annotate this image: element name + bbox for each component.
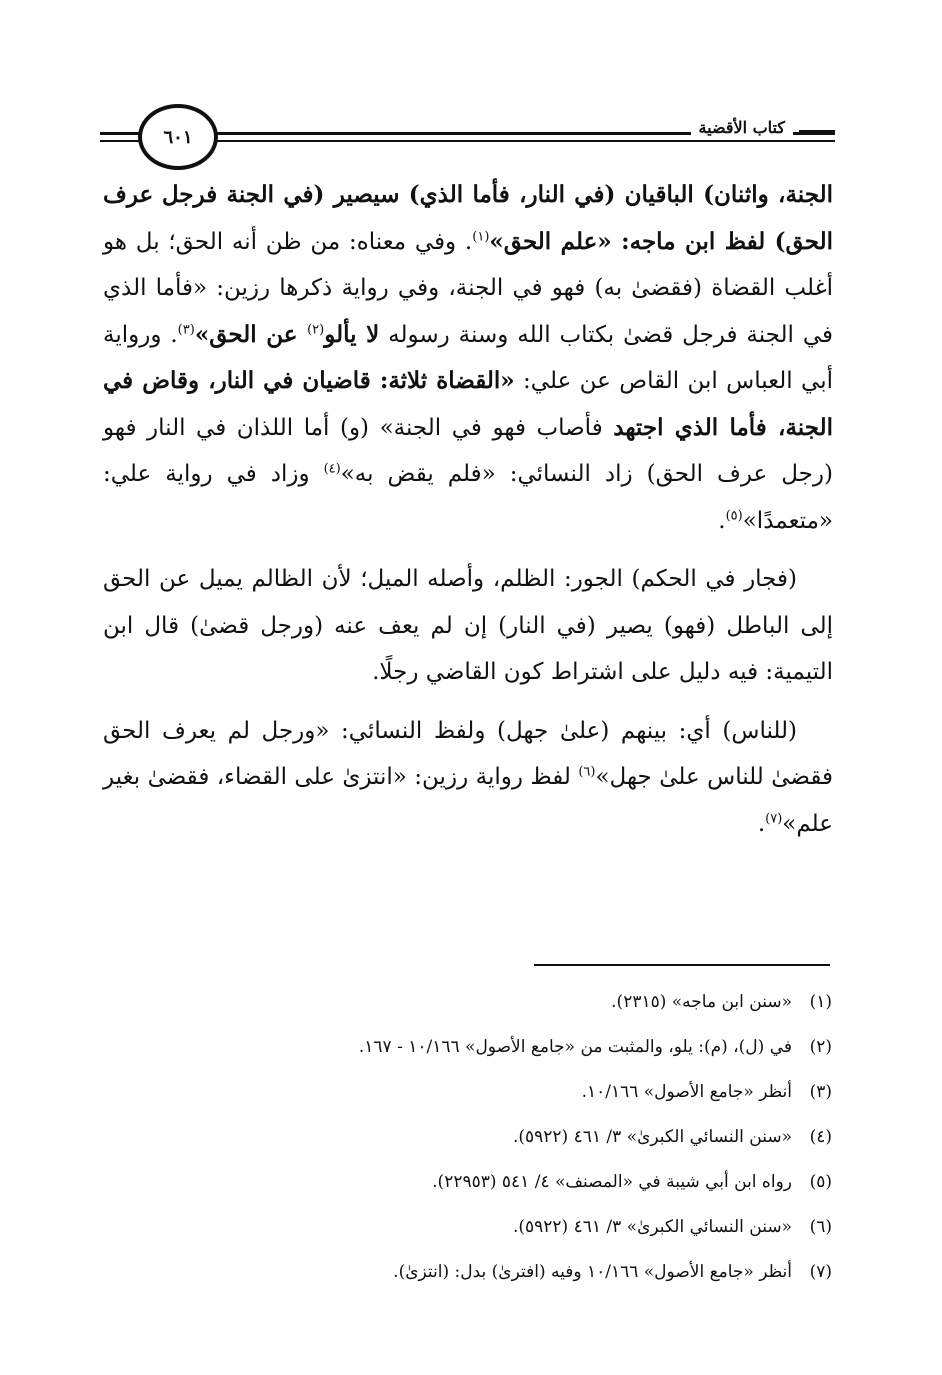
footnote-ref: (٥) bbox=[725, 507, 743, 523]
footnote-text: في (ل)، (م): يلو، والمثبت من «جامع الأصول» ١٠/١٦٦ - ١٦٧. bbox=[358, 1037, 792, 1057]
footnote-number: (٢) bbox=[809, 1037, 832, 1057]
footnote-text: «سنن النسائي الكبرىٰ» ٣/ ٤٦١ (٥٩٢٢). bbox=[512, 1127, 792, 1147]
main-text bbox=[103, 172, 833, 847]
text-span: . bbox=[718, 507, 726, 534]
text-line: الحق؛ بل هو أغلب القضاة (فقضىٰ به) فهو في الجنة، وفي رواية bbox=[103, 228, 834, 301]
footnote-text: «سنن النسائي الكبرىٰ» ٣/ ٤٦١ (٥٩٢٢). bbox=[512, 1217, 792, 1237]
text-span: وزاد في رواية علي: «متعمدًا» bbox=[103, 461, 833, 534]
page-header bbox=[100, 96, 835, 176]
footnote-ref: (٦) bbox=[578, 764, 596, 780]
footnote-ref: (٧) bbox=[765, 810, 783, 826]
footnote-number: (٣) bbox=[809, 1082, 832, 1102]
page-number: ٦٠١ bbox=[138, 104, 218, 170]
footnote bbox=[150, 1205, 832, 1250]
footnote-text: رواه ابن أبي شيبة في «المصنف» ٤/ ٥٤١ (٢٢٩٥٣). bbox=[432, 1172, 792, 1192]
paragraph: (فجار في الحكم) الجور: الظلم، وأصله الميل؛ لأن الظالم يميل عن الحق إلى الباطل (فهو) يصير (في النار) إن لم يعف عنه (ورجل قضىٰ) قال ابن التيمية: فيه دليل على اشتراط كون القاضي رجلًا. bbox=[103, 566, 833, 685]
footnote-text: أنظر «جامع الأصول» ١٠/١٦٦ وفيه (افترىٰ) بدل: (انتزىٰ). bbox=[393, 1262, 792, 1282]
footnote-text: أنظر «جامع الأصول» ١٠/١٦٦. bbox=[581, 1082, 792, 1102]
text-span: لفظ رواية رزين: «انتزىٰ على القضاء، فقضىٰ بغير علم» bbox=[103, 764, 833, 837]
footnote bbox=[150, 1025, 832, 1070]
footnote-ref: (١) bbox=[472, 228, 490, 244]
footnote bbox=[150, 1070, 832, 1115]
paragraph bbox=[103, 172, 833, 544]
paragraph bbox=[103, 708, 833, 848]
footnote-number: (١) bbox=[809, 992, 832, 1012]
bold-span: عن الحق» bbox=[194, 320, 308, 348]
footnote-number: (٤) bbox=[809, 1127, 832, 1147]
footnote-separator bbox=[534, 964, 830, 966]
header-dash bbox=[799, 130, 835, 133]
text-span: (للناس) أي: بينهم (علىٰ جهل) ولفظ النسائي: «ورجل لم يعرف الحق فقضىٰ للناس علىٰ جهل» bbox=[103, 717, 833, 790]
text-span: . ورواية أبي العباس ابن القاص عن علي: bbox=[103, 321, 834, 394]
footnote bbox=[150, 1250, 832, 1295]
footnote bbox=[150, 1160, 832, 1205]
footnote-text: «سنن ابن ماجه» (٢٣١٥). bbox=[611, 992, 792, 1012]
footnote-number: (٦) bbox=[809, 1217, 832, 1237]
text-span: . bbox=[757, 810, 766, 837]
text-line: فأصاب فهو في الجنة» (و) أما اللذان في النار فهو (رجل عرف الحق) bbox=[103, 414, 833, 487]
footnote bbox=[150, 1115, 832, 1160]
text-line: الجنة، واثنان) الباقيان (في النار، فأما الذي) سيصير (في الجنة فرجل bbox=[161, 181, 833, 208]
chapter-title: كتاب الأقضية bbox=[691, 118, 793, 137]
footnote-ref: (٤) bbox=[323, 461, 341, 477]
text-line: «القضاة ثلاثة: قاضيان في النار، وقاض في الجنة، فأما الذي اجتهد bbox=[103, 367, 833, 441]
bold-span: عرف الحق) لفظ ابن ماجه: «علم الحق» bbox=[103, 181, 833, 255]
text-span: زاد النسائي: «فلم يقض به» bbox=[340, 461, 633, 487]
bold-span: لا يألو bbox=[324, 320, 380, 348]
text-line: ذكرها رزين: «فأما الذي في الجنة فرجل قضىٰ بكتاب الله وسنة رسوله bbox=[103, 275, 833, 348]
footnote-number: (٧) bbox=[809, 1262, 832, 1282]
footnote-ref: (٣) bbox=[177, 321, 195, 337]
text-span: . وفي معناه: من ظن أنه bbox=[231, 228, 473, 255]
footnote-number: (٥) bbox=[809, 1172, 832, 1192]
footnote bbox=[150, 980, 832, 1025]
footnote-ref: (٢) bbox=[307, 321, 325, 337]
footnotes bbox=[150, 980, 832, 1295]
